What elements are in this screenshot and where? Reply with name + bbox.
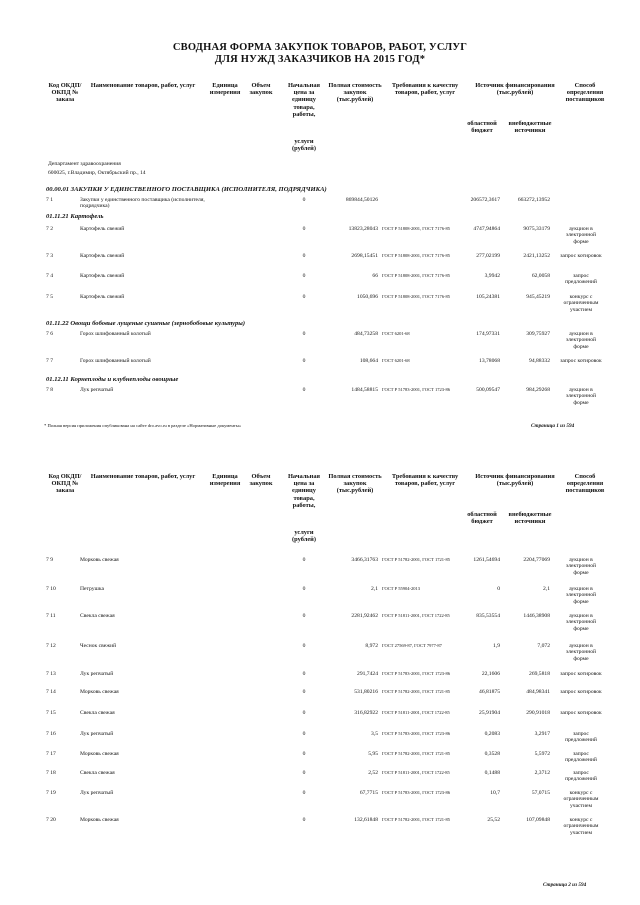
header-price-unit: услуги (рублей)	[292, 529, 316, 544]
row-price: 0	[302, 586, 306, 592]
document-page-1	[0, 0, 640, 440]
row-method: конкурс с ограниченным участием	[563, 790, 599, 809]
header-extra-sources: внебюджетные источники	[508, 120, 552, 135]
header-volume: Объем закупок	[249, 473, 273, 488]
header-price: Начальная цена за единицу товара, работы,	[287, 473, 321, 509]
document-page-2	[0, 455, 640, 905]
header-name: Наименование товаров, работ, услуг	[90, 82, 196, 89]
row-requirements: ГОСТ Р 51808-2001, ГОСТ 7176-85	[382, 294, 450, 299]
header-unit: Единица измерения	[209, 82, 241, 97]
row-code: 7 5	[46, 294, 53, 300]
document-title-line2: ДЛЯ НУЖД ЗАКАЗЧИКОВ НА 2015 ГОД*	[214, 54, 426, 65]
row-method: аукцион в электронной форме	[565, 643, 597, 662]
row-price: 0	[302, 253, 306, 259]
department-address: 600025, г.Владимир, Октябрьский пр., 14	[48, 170, 146, 176]
row-regional: 500,09547	[476, 387, 500, 393]
header-volume: Объем закупок	[249, 82, 273, 97]
row-name: Картофель свежий	[80, 253, 125, 259]
row-price: 0	[302, 387, 306, 393]
row-regional: 25,52	[487, 817, 500, 823]
document-title-line1: СВОДНАЯ ФОРМА ЗАКУПОК ТОВАРОВ, РАБОТ, УСЛУГ	[172, 42, 468, 53]
row-total: 2,1	[371, 586, 378, 592]
row-method: конкурс с ограниченным участием	[563, 817, 599, 836]
row-requirements: ГОСТ Р 51783-2001, ГОСТ 1723-86	[382, 790, 450, 795]
row-requirements: ГОСТ Р 51783-2001, ГОСТ 1723-86	[382, 671, 450, 676]
row-total: 13823,28043	[348, 226, 378, 232]
row-method: конкурс с ограниченным участием	[563, 294, 599, 313]
row-total: 3,5	[371, 731, 378, 737]
row-regional: 4747,94864	[473, 226, 500, 232]
row-requirements: ГОСТ 6201-68	[382, 358, 410, 363]
row-name: Морковь свежая	[80, 689, 119, 695]
row-price: 0	[302, 770, 306, 776]
header-requirements: Требования к качеству товаров, работ, услуг	[391, 473, 459, 488]
header-method: Способ определения поставщиков	[565, 82, 605, 104]
header-price: Начальная цена за единицу товара, работы,	[287, 82, 321, 118]
row-price: 0	[302, 226, 306, 232]
row-code: 7 18	[46, 770, 56, 776]
row-price: 0	[302, 751, 306, 757]
row-extra: 269,5818	[529, 671, 550, 677]
header-regional-budget: областной бюджет	[467, 120, 497, 135]
row-code: 7 9	[46, 557, 53, 563]
row-price: 0	[302, 557, 306, 563]
row-code: 7 12	[46, 643, 56, 649]
row-price: 0	[302, 710, 306, 716]
page-number: Страница 2 из 594	[543, 882, 587, 888]
row-total: 2,52	[368, 770, 378, 776]
row-code: 7 2	[46, 226, 53, 232]
group-heading: 01.11.21 Картофель	[46, 213, 104, 220]
page-number: Страница 1 из 594	[531, 423, 575, 429]
header-requirements: Требования к качеству товаров, работ, услуг	[391, 82, 459, 97]
header-code: Код ОКДП/ ОКПД № заказа	[48, 82, 82, 104]
row-regional: 206572,3617	[470, 197, 500, 203]
row-requirements: ГОСТ Р 51783-2001, ГОСТ 1723-86	[382, 731, 450, 736]
row-requirements: ГОСТ Р 51782-2001, ГОСТ 1721-85	[382, 557, 450, 562]
row-price: 0	[302, 643, 306, 649]
row-method: запрос предложений	[565, 731, 597, 744]
row-name: Картофель свежий	[80, 294, 125, 300]
row-total: 8,972	[365, 643, 378, 649]
header-code: Код ОКДП/ ОКПД № заказа	[48, 473, 82, 495]
row-total: 291,7424	[357, 671, 378, 677]
row-regional: 25,91904	[479, 710, 500, 716]
row-extra: 2,3712	[534, 770, 550, 776]
row-extra: 1446,38908	[523, 613, 550, 619]
row-method: аукцион в электронной форме	[565, 226, 597, 245]
row-method: запрос котировок	[560, 689, 602, 695]
row-regional: 174,97331	[476, 331, 500, 337]
row-requirements: ГОСТ Р 51783-2001, ГОСТ 1723-86	[382, 387, 450, 392]
row-total: 66	[372, 273, 378, 279]
row-regional: 0,3528	[484, 751, 500, 757]
row-regional: 0,2083	[484, 731, 500, 737]
row-extra: 57,0715	[531, 790, 550, 796]
row-price: 0	[302, 273, 306, 279]
row-extra: 945,45219	[526, 294, 550, 300]
row-total: 3466,31763	[351, 557, 378, 563]
row-method: запрос котировок	[560, 671, 602, 677]
row-price: 0	[302, 689, 306, 695]
row-price: 0	[302, 331, 306, 337]
row-name: Лук репчатый	[80, 671, 114, 677]
row-requirements: ГОСТ 27569-87, ГОСТ 7977-87	[382, 643, 442, 648]
row-method: запрос предложений	[565, 770, 597, 783]
row-method: аукцион в электронной форме	[565, 613, 597, 632]
row-extra: 5,5972	[534, 751, 550, 757]
department-name: Департамент здравоохранения	[48, 161, 121, 167]
row-name: Картофель свежий	[80, 273, 125, 279]
row-regional: 1,9	[493, 643, 500, 649]
row-name: Горох шлифованный колотый	[80, 331, 151, 337]
row-regional: 13,78068	[479, 358, 500, 364]
row-regional: 22,1606	[481, 671, 500, 677]
header-source: Источник финансирования (тыс.рублей)	[475, 473, 555, 488]
header-total: Полная стоимость закупок (тыс.рублей)	[328, 82, 382, 104]
row-code: 7 6	[46, 331, 53, 337]
row-code: 7 8	[46, 387, 53, 393]
row-requirements: ГОСТ Р 51808-2001, ГОСТ 7176-85	[382, 253, 450, 258]
row-total: 869844,50126	[345, 197, 378, 203]
row-method: запрос котировок	[560, 253, 602, 259]
row-code: 7 10	[46, 586, 56, 592]
row-requirements: ГОСТ Р 55904-2013	[382, 586, 421, 591]
row-method: аукцион в электронной форме	[565, 387, 597, 406]
table-header	[0, 82, 640, 162]
row-requirements: ГОСТ Р 51782-2001, ГОСТ 1721-85	[382, 689, 450, 694]
row-extra: 62,0058	[531, 273, 550, 279]
header-method: Способ определения поставщиков	[565, 473, 605, 495]
row-extra: 2204,77069	[523, 557, 550, 563]
row-regional: 277,02199	[476, 253, 500, 259]
row-code: 7 17	[46, 751, 56, 757]
row-method: запрос котировок	[560, 358, 602, 364]
row-extra: 663272,13952	[517, 197, 550, 203]
row-regional: 46,81875	[479, 689, 500, 695]
group-heading: 00.00.01 ЗАКУПКИ У ЕДИНСТВЕННОГО ПОСТАВЩИКА (ИСПОЛНИТЕЛЯ, ПОДРЯДЧИКА)	[46, 186, 327, 193]
row-name: Горох шлифованный колотый	[80, 358, 151, 364]
row-price: 0	[302, 294, 306, 300]
row-name: Свекла свежая	[80, 770, 115, 776]
row-method: запрос котировок	[560, 710, 602, 716]
row-name: Лук репчатый	[80, 387, 114, 393]
row-requirements: ГОСТ Р 51811-2001, ГОСТ 1722-85	[382, 710, 450, 715]
row-regional: 1261,54694	[473, 557, 500, 563]
row-total: 132,61848	[354, 817, 378, 823]
row-price: 0	[302, 731, 306, 737]
group-heading: 01.11.22 Овощи бобовые лущеные сушеные (зернобобовые культуры)	[46, 320, 246, 327]
row-name: Петрушка	[80, 586, 104, 592]
footnote: * Полная версия приложения опубликована на сайте dro.avo.ru в разделе «Нормативные документы»	[44, 423, 242, 428]
row-extra: 2421,13252	[523, 253, 550, 259]
row-total: 67,7715	[359, 790, 378, 796]
row-price: 0	[302, 790, 306, 796]
row-extra: 7,072	[537, 643, 550, 649]
row-code: 7 16	[46, 731, 56, 737]
row-extra: 309,75927	[526, 331, 550, 337]
row-regional: 0	[497, 586, 500, 592]
row-total: 484,73258	[354, 331, 378, 337]
row-code: 7 7	[46, 358, 53, 364]
row-code: 7 20	[46, 817, 56, 823]
header-unit: Единица измерения	[209, 473, 241, 488]
row-total: 1484,58815	[351, 387, 378, 393]
header-source: Источник финансирования (тыс.рублей)	[475, 82, 555, 97]
row-total: 2698,15451	[351, 253, 378, 259]
row-code: 7 15	[46, 710, 56, 716]
group-heading: 01.12.11 Корнеплоды и клубнеплоды овощные	[46, 376, 179, 383]
row-extra: 9075,33179	[523, 226, 550, 232]
row-extra: 984,29268	[526, 387, 550, 393]
row-requirements: ГОСТ Р 51808-2001, ГОСТ 7176-85	[382, 273, 450, 278]
row-method: запрос предложений	[565, 751, 597, 764]
row-extra: 290,91018	[526, 710, 550, 716]
row-code: 7 19	[46, 790, 56, 796]
row-name: Картофель свежий	[80, 226, 125, 232]
row-regional: 10,7	[490, 790, 500, 796]
row-requirements: ГОСТ Р 51782-2001, ГОСТ 1721-85	[382, 817, 450, 822]
row-extra: 2,1	[543, 586, 550, 592]
row-code: 7 11	[46, 613, 56, 619]
row-name: Свекла свежая	[80, 710, 115, 716]
row-method: аукцион в электронной форме	[565, 331, 597, 350]
header-name: Наименование товаров, работ, услуг	[90, 473, 196, 480]
row-name: Закупки у единственного поставщика (исполнителя, подрядчика)	[80, 197, 205, 210]
row-name: Чеснок свежий	[80, 643, 117, 649]
row-price: 0	[302, 197, 306, 203]
row-extra: 94,88332	[529, 358, 550, 364]
header-regional-budget: областной бюджет	[467, 511, 497, 526]
row-method: запрос предложений	[565, 273, 597, 286]
row-requirements: ГОСТ Р 51811-2001, ГОСТ 1722-85	[382, 613, 450, 618]
row-method: аукцион в электронной форме	[565, 557, 597, 576]
row-total: 5,95	[368, 751, 378, 757]
row-code: 7 13	[46, 671, 56, 677]
row-total: 316,82922	[354, 710, 378, 716]
row-total: 1050,696	[357, 294, 378, 300]
row-name: Морковь свежая	[80, 817, 119, 823]
row-code: 7 1	[46, 197, 53, 203]
row-price: 0	[302, 613, 306, 619]
row-code: 7 4	[46, 273, 53, 279]
row-name: Лук репчатый	[80, 790, 114, 796]
row-total: 2281,92462	[351, 613, 378, 619]
row-name: Свекла свежая	[80, 613, 115, 619]
row-price: 0	[302, 671, 306, 677]
row-total: 108,664	[359, 358, 378, 364]
row-extra: 107,09848	[526, 817, 550, 823]
row-extra: 484,98341	[526, 689, 550, 695]
row-code: 7 3	[46, 253, 53, 259]
row-extra: 3,2917	[534, 731, 550, 737]
row-requirements: ГОСТ Р 51808-2001, ГОСТ 7176-85	[382, 226, 450, 231]
header-price-unit: услуги (рублей)	[292, 138, 316, 153]
header-total: Полная стоимость закупок (тыс.рублей)	[328, 473, 382, 495]
row-method: аукцион в электронной форме	[565, 586, 597, 605]
row-code: 7 14	[46, 689, 56, 695]
row-regional: 105,24381	[476, 294, 500, 300]
row-requirements: ГОСТ 6201-68	[382, 331, 410, 336]
header-extra-sources: внебюджетные источники	[508, 511, 552, 526]
row-regional: 0,1488	[484, 770, 500, 776]
row-name: Морковь свежая	[80, 557, 119, 563]
row-name: Морковь свежая	[80, 751, 119, 757]
row-price: 0	[302, 817, 306, 823]
table-header	[0, 473, 640, 553]
row-price: 0	[302, 358, 306, 364]
row-requirements: ГОСТ Р 51782-2001, ГОСТ 1721-85	[382, 751, 450, 756]
row-name: Лук репчатый	[80, 731, 114, 737]
row-requirements: ГОСТ Р 51811-2001, ГОСТ 1722-85	[382, 770, 450, 775]
row-regional: 835,53554	[476, 613, 500, 619]
row-regional: 3,9942	[484, 273, 500, 279]
row-total: 531,80216	[354, 689, 378, 695]
